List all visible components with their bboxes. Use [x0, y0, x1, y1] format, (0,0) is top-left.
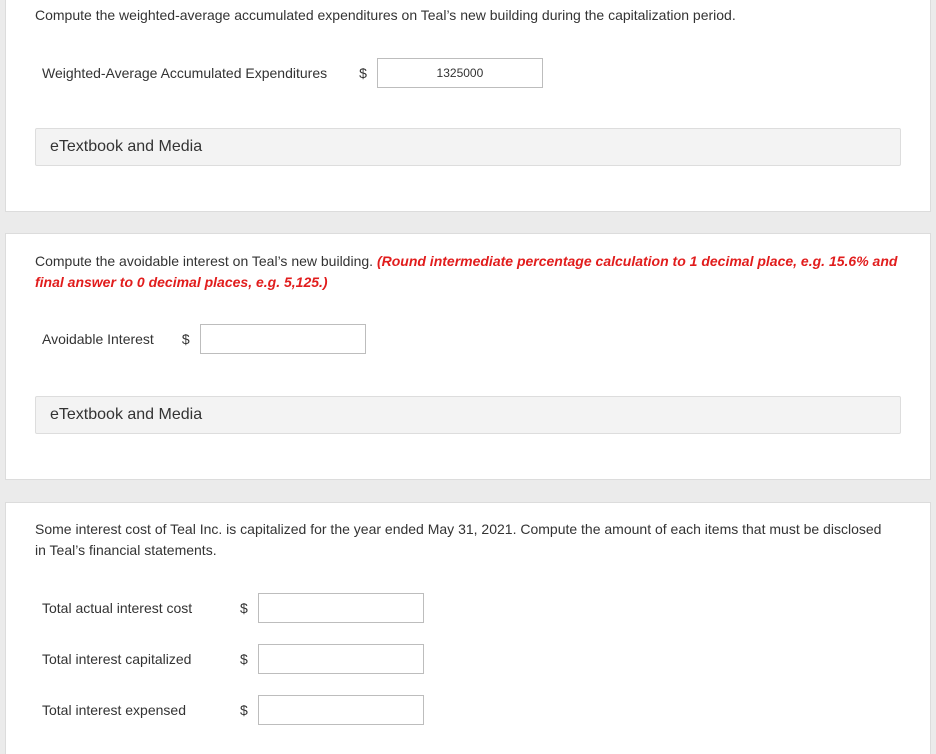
question-card-avoidable-interest: [5, 233, 931, 480]
currency-symbol: $: [181, 331, 190, 347]
currency-symbol: $: [240, 702, 248, 718]
currency-symbol: $: [240, 651, 248, 667]
etextbook-media-button[interactable]: eTextbook and Media: [35, 128, 901, 166]
answer-row-total-actual-interest: [42, 593, 424, 623]
answer-row-weighted-average: [42, 58, 543, 88]
field-label: Total actual interest cost: [42, 600, 193, 616]
answer-row-avoidable-interest: [42, 324, 366, 354]
total-actual-interest-input[interactable]: [258, 593, 424, 623]
answer-row-total-interest-capitalized: [42, 644, 424, 674]
avoidable-interest-input[interactable]: [200, 324, 366, 354]
total-interest-capitalized-input[interactable]: [258, 644, 424, 674]
etextbook-media-button[interactable]: eTextbook and Media: [35, 396, 901, 434]
prompt-text: Compute the avoidable interest on Teal’s new building.: [35, 253, 374, 269]
currency-symbol: $: [359, 65, 367, 81]
currency-symbol: $: [240, 600, 248, 616]
question-card-weighted-average: [5, 0, 931, 212]
question-prompt: Compute the weighted-average accumulated expenditures on Teal’s new building during the capitalization period.: [35, 7, 736, 23]
question-prompt: Some interest cost of Teal Inc. is capitalized for the year ended May 31, 2021. Compute the amount of each items that must be disclosed in Teal’s financial statements.: [35, 521, 882, 558]
field-label: Weighted-Average Accumulated Expenditures: [42, 65, 328, 81]
weighted-average-input[interactable]: [377, 58, 543, 88]
field-label: Avoidable Interest: [42, 331, 154, 347]
answer-row-total-interest-expensed: [42, 695, 424, 725]
total-interest-expensed-input[interactable]: [258, 695, 424, 725]
field-label: Total interest expensed: [42, 702, 186, 718]
field-label: Total interest capitalized: [42, 651, 192, 667]
question-prompt: [35, 251, 905, 293]
question-card-disclosure: [5, 502, 931, 754]
rounding-note: (Round intermediate percentage calculation to 1 decimal place, e.g. 15.6% and final answer to 0 decimal places, e.g. 5,125.): [35, 253, 898, 290]
